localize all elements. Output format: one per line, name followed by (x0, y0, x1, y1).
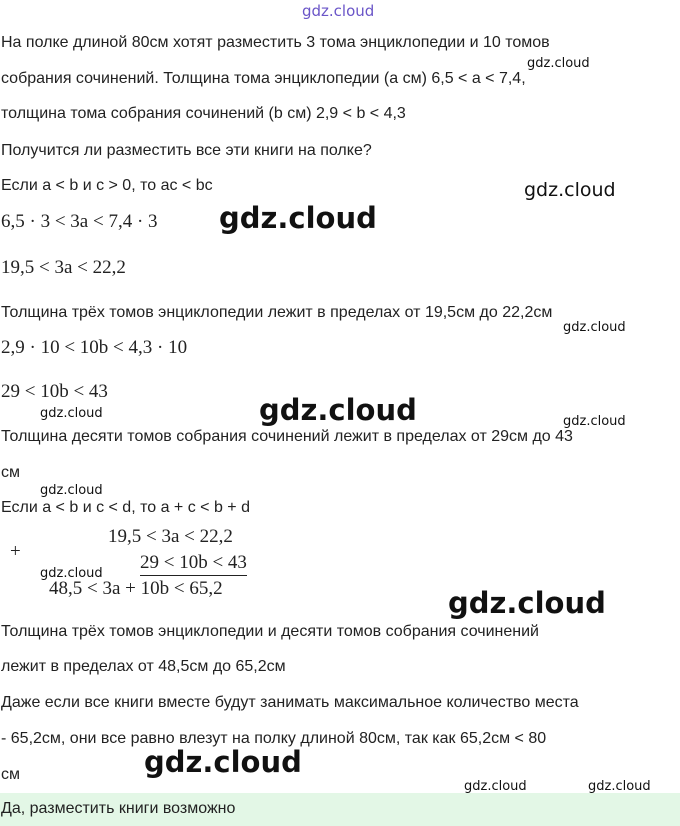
watermark-top: gdz.cloud (302, 2, 375, 20)
problem-line-3: толщина тома собрания сочинений (b см) 2,9 < b < 4,3 (1, 105, 406, 122)
watermark: gdz.cloud (144, 745, 302, 779)
reasoning-line-2: - 65,2см, они все равно влезут на полку длиной 80см, так как 65,2см < 80 (1, 730, 547, 747)
rule-add: Если a < b и c < d, то a + c < b + d (1, 499, 250, 516)
sum-result: 48,5 < 3a + 10b < 65,2 (49, 578, 223, 599)
math-step-1: 6,5 · 3 < 3a < 7,4 · 3 (1, 211, 158, 232)
watermark: gdz.cloud (588, 779, 651, 794)
answer-text: Да, разместить книги возможно (1, 800, 236, 817)
reasoning-line-1: Даже если все книги вместе будут занимать максимальное количество места (1, 694, 579, 711)
watermark: gdz.cloud (40, 566, 103, 581)
conclusion-total-1: Толщина трёх томов энциклопедии и десяти томов собрания сочинений (1, 623, 539, 640)
problem-line-2: собрания сочинений. Толщина тома энциклопедии (a см) 6,5 < a < 7,4, (1, 70, 526, 87)
math-step-4: 29 < 10b < 43 (1, 381, 108, 402)
problem-question: Получится ли разместить все эти книги на полке? (1, 142, 372, 159)
sum-row-1: 19,5 < 3a < 22,2 (108, 526, 233, 547)
conclusion-works-unit: см (1, 464, 20, 481)
watermark: gdz.cloud (524, 179, 616, 201)
watermark: gdz.cloud (40, 483, 103, 498)
conclusion-encyclopedia: Толщина трёх томов энциклопедии лежит в пределах от 19,5см до 22,2см (1, 304, 553, 321)
rule-multiply: Если a < b и c > 0, то ac < bc (1, 177, 213, 194)
conclusion-total-2: лежит в пределах от 48,5см до 65,2см (1, 658, 286, 675)
sum-row-2: 29 < 10b < 43 (140, 552, 247, 576)
watermark: gdz.cloud (259, 393, 417, 427)
problem-line-1: На полке длиной 80см хотят разместить 3 тома энциклопедии и 10 томов (1, 34, 550, 51)
watermark: gdz.cloud (448, 586, 606, 620)
sum-plus-sign: + (10, 541, 21, 562)
math-step-3: 2,9 · 10 < 10b < 4,3 · 10 (1, 337, 188, 358)
watermark: gdz.cloud (563, 320, 626, 335)
watermark: gdz.cloud (527, 56, 590, 71)
math-step-2: 19,5 < 3a < 22,2 (1, 257, 126, 278)
watermark: gdz.cloud (40, 406, 103, 421)
watermark: gdz.cloud (563, 414, 626, 429)
reasoning-line-3: см (1, 766, 20, 783)
watermark: gdz.cloud (464, 779, 527, 794)
watermark: gdz.cloud (219, 201, 377, 235)
conclusion-works: Толщина десяти томов собрания сочинений лежит в пределах от 29см до 43 (1, 428, 573, 445)
answer-banner (0, 793, 680, 826)
